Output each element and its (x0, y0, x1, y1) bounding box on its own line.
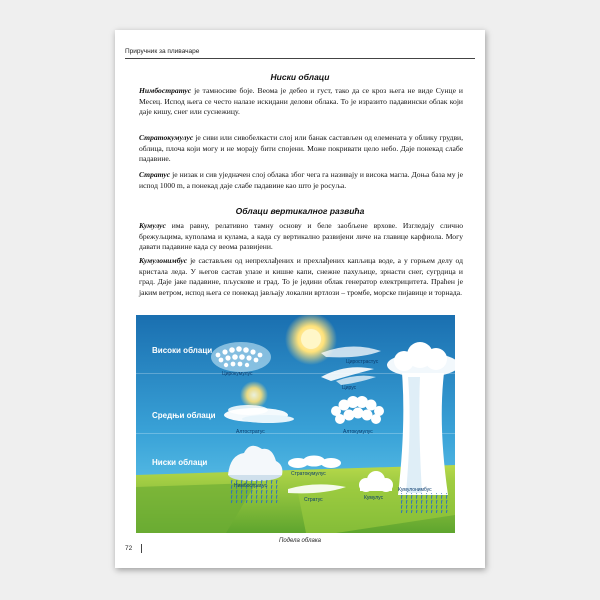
label-low-clouds: Ниски облаци (152, 458, 208, 467)
label-cirrocumulus: Цирокумулус (222, 371, 253, 377)
label-stratus: Стратус (304, 497, 323, 503)
section-title-low-clouds: Ниски облаци (270, 72, 330, 82)
text-stratocumulus: је сиви или сивобелкасти слој или банак састављен од елемената у облику грудви, облица, плоча који могу и не морају бити спојени. Може покривати цело небо. Даје понекад слабе падавине. (139, 133, 463, 163)
label-cumulus: Кумулус (364, 495, 384, 501)
page-number: 72 (125, 545, 133, 552)
label-stratocumulus: Стратокумулус (291, 471, 326, 477)
header-rule (125, 58, 475, 59)
section-title-vertical-clouds: Облаци вертикалног развића (235, 206, 365, 216)
cloud-classification-figure (136, 315, 455, 533)
paragraph-stratocumulus (139, 133, 463, 165)
paragraph-cumulonimbus (139, 256, 463, 298)
text-cumulonimbus: је састављен од непрехлађених и прехлађених капљица воде, а у горњем делу од кристала леда. У његов састав улазе и кишне капи, снежне пахуљице, зрнасти снег, сугрдица и град. Даје јаке падавине, пљускове и град. То је једини облак генератор електрицитета. Праћен је јаким ветром, испод њега се понекад јављају локални вртлози – тромбе, морске пијавице и торнада. (139, 256, 463, 297)
cumulonimbus-rain (398, 493, 448, 513)
term-nimbostratus: Нимбостратус (139, 86, 192, 95)
paragraph-stratus (139, 170, 463, 191)
term-stratus: Стратус (139, 170, 171, 179)
page-number-divider (141, 544, 142, 553)
paragraph-nimbostratus (139, 86, 463, 118)
text-nimbostratus: је тамносиве боје. Веома је дебео и густ, тако да се кроз њега не виде Сунце и Месец. Испод њега се често налазе искидани делови облака. То је изразито падавински облак који даје кишу, снег или суснежицу. (139, 86, 463, 116)
term-cumulus: Кумулус (139, 221, 166, 230)
term-cumulonimbus: Кумулонимбус (139, 256, 188, 265)
label-cirrostratus: Цирострастус (346, 359, 379, 365)
cirrocumulus-cloud (211, 342, 271, 372)
text-stratus: је низак и сив уједначен слој облака због чега га називају и висока магла. Доња база му је испод 1000 m, а понекад даје слабе падавине као што је росуља. (139, 170, 463, 190)
figure-caption: Подела облака (279, 538, 321, 544)
label-middle-clouds: Средњи облаци (152, 411, 216, 420)
label-high-clouds: Високи облаци (152, 346, 213, 355)
label-altostratus: Алтостратус (236, 429, 265, 435)
label-cirrus: Цирус (342, 385, 357, 391)
label-nimbostratus: Нимбостратус (234, 483, 267, 489)
label-altocumulus: Алтокумулус (343, 429, 373, 435)
running-header: Приручник за пливачаре (125, 48, 200, 55)
text-cumulus: има равну, релативно тамну основу и беле заобљене врхове. Изгледају слично брежуљцима, куполама и кулама, а када су вертикално развијени личе на главице карфиола. Могу давати падавине када су веома развијени. (139, 221, 463, 251)
term-stratocumulus: Стратокумулус (139, 133, 194, 142)
label-cumulonimbus: Кумулонимбус (398, 487, 432, 493)
paragraph-cumulus (139, 221, 463, 253)
book-page (115, 30, 485, 568)
